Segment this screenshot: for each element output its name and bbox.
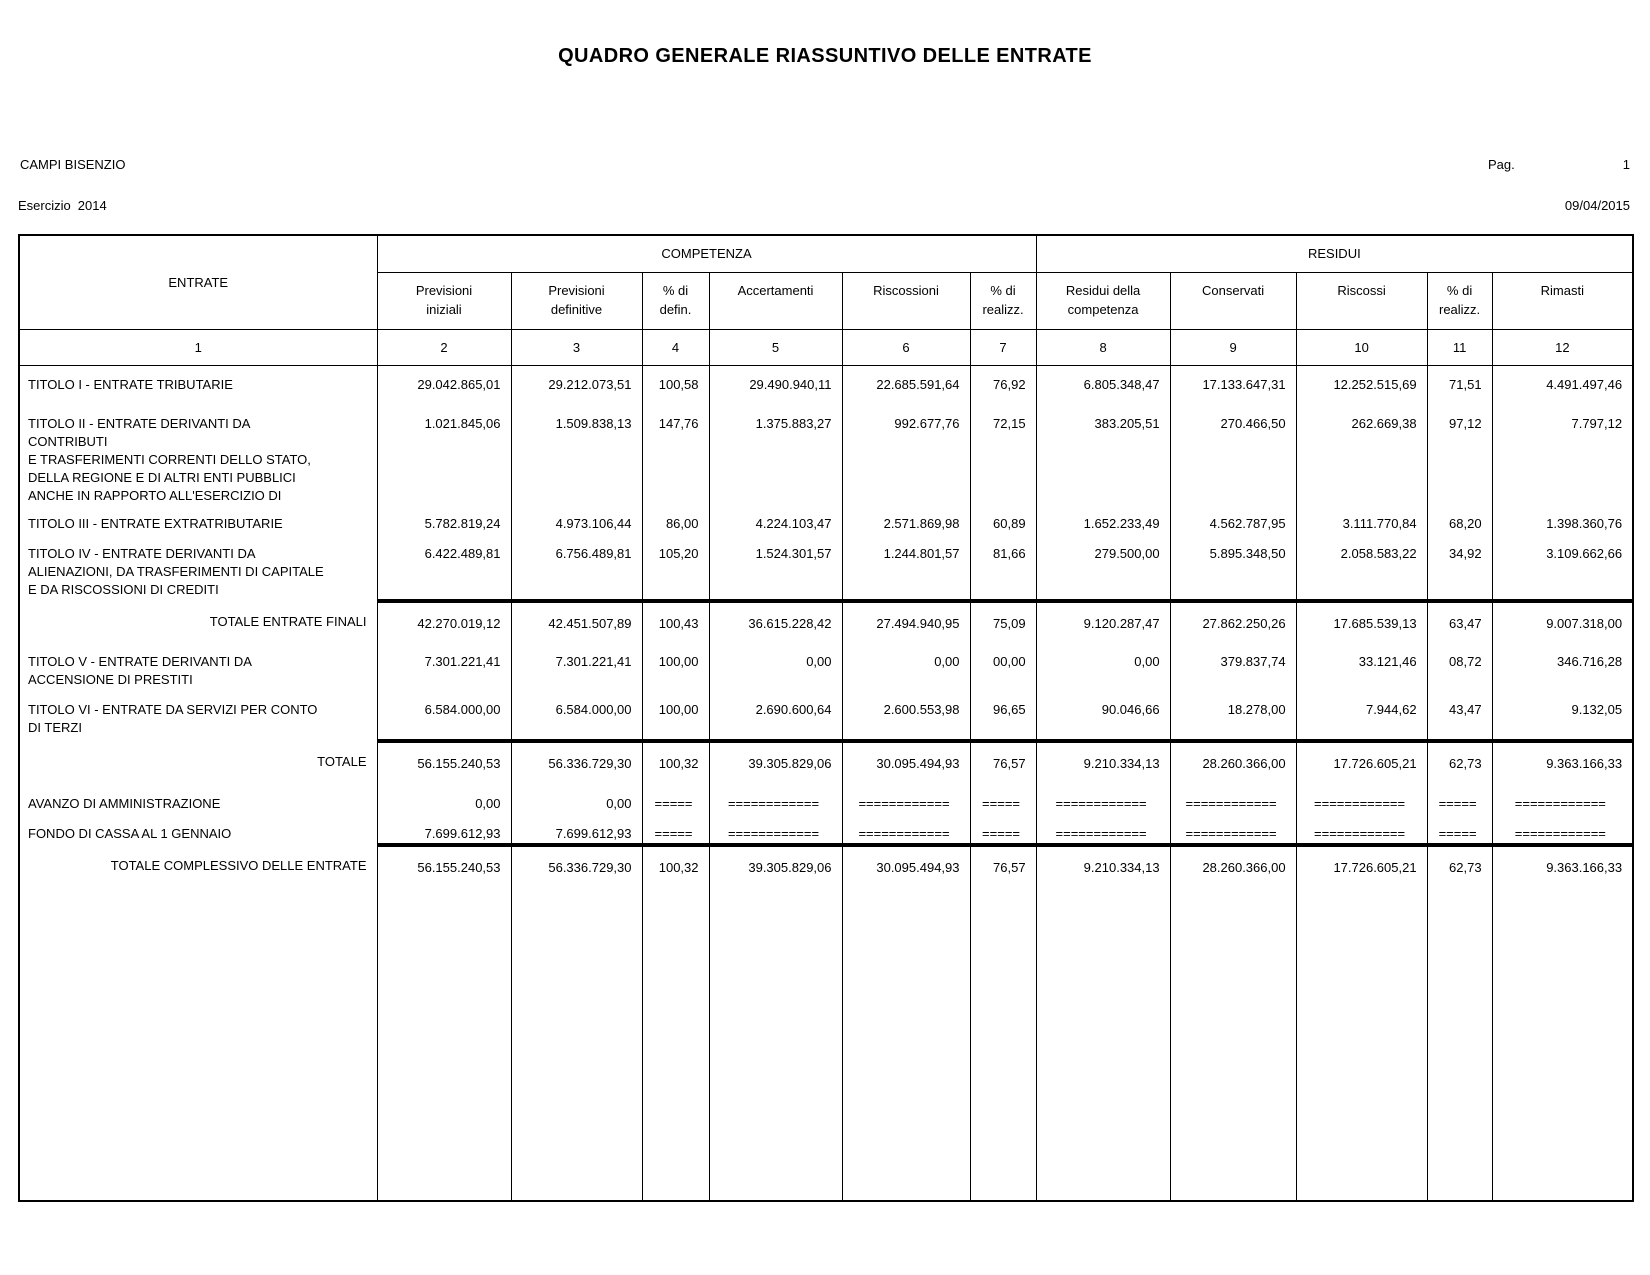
value-cell: 7.699.612,93 — [511, 815, 642, 845]
column-number: 1 — [19, 329, 377, 365]
value-cell: 9.363.166,33 — [1492, 741, 1633, 785]
column-header: Previsioni definitive — [511, 272, 642, 329]
value-cell: 7.944,62 — [1296, 691, 1427, 741]
column-number: 2 — [377, 329, 511, 365]
column-header: Riscossioni — [842, 272, 970, 329]
value-cell: 9.132,05 — [1492, 691, 1633, 741]
value-cell: 76,57 — [970, 741, 1036, 785]
value-cell: 68,20 — [1427, 505, 1492, 535]
table-row — [19, 365, 1633, 405]
column-header: Previsioni iniziali — [377, 272, 511, 329]
value-cell: 0,00 — [842, 643, 970, 691]
column-header: Rimasti — [1492, 272, 1633, 329]
value-cell: 17.726.605,21 — [1296, 845, 1427, 895]
table-row — [19, 845, 1633, 895]
row-label: TOTALE — [19, 741, 377, 785]
column-number: 12 — [1492, 329, 1633, 365]
value-cell: 1.398.360,76 — [1492, 505, 1633, 535]
report-date: 09/04/2015 — [1564, 198, 1630, 213]
group-header-row — [19, 235, 1633, 272]
value-cell: 1.021.845,06 — [377, 405, 511, 505]
table-row — [19, 741, 1633, 785]
value-cell: 29.490.940,11 — [709, 365, 842, 405]
column-number-row — [19, 329, 1633, 365]
value-cell: 28.260.366,00 — [1170, 845, 1296, 895]
value-cell: ===== — [1427, 785, 1492, 815]
table-row — [19, 643, 1633, 691]
value-cell: 76,92 — [970, 365, 1036, 405]
residui-group-header: RESIDUI — [1036, 235, 1633, 272]
value-cell: 29.212.073,51 — [511, 365, 642, 405]
empty-cell — [19, 895, 377, 1201]
column-number: 3 — [511, 329, 642, 365]
column-header: Riscossi — [1296, 272, 1427, 329]
value-cell: 7.301.221,41 — [377, 643, 511, 691]
value-cell: 17.685.539,13 — [1296, 601, 1427, 643]
value-cell: 1.244.801,57 — [842, 535, 970, 601]
table-row — [19, 785, 1633, 815]
table-row — [19, 815, 1633, 845]
value-cell: ============ — [1036, 815, 1170, 845]
value-cell: 12.252.515,69 — [1296, 365, 1427, 405]
row-label: TITOLO VI - ENTRATE DA SERVIZI PER CONTO DI TERZI — [19, 691, 377, 741]
value-cell: 3.111.770,84 — [1296, 505, 1427, 535]
column-header: % di realizz. — [1427, 272, 1492, 329]
competenza-group-header: COMPETENZA — [377, 235, 1036, 272]
value-cell: 18.278,00 — [1170, 691, 1296, 741]
empty-grid-row — [19, 895, 1633, 1201]
value-cell: 5.895.348,50 — [1170, 535, 1296, 601]
column-number: 8 — [1036, 329, 1170, 365]
value-cell: 00,00 — [970, 643, 1036, 691]
table-body — [19, 365, 1633, 1201]
value-cell: 6.584.000,00 — [377, 691, 511, 741]
value-cell: 62,73 — [1427, 741, 1492, 785]
value-cell: 56.336.729,30 — [511, 741, 642, 785]
value-cell: ============ — [1492, 785, 1633, 815]
value-cell: ===== — [642, 815, 709, 845]
value-cell: 9.210.334,13 — [1036, 741, 1170, 785]
value-cell: 63,47 — [1427, 601, 1492, 643]
value-cell: 17.133.647,31 — [1170, 365, 1296, 405]
empty-cell — [1427, 895, 1492, 1201]
table-row — [19, 535, 1633, 601]
value-cell: 7.699.612,93 — [377, 815, 511, 845]
exercise-label: Esercizio — [18, 198, 71, 213]
row-label: TITOLO II - ENTRATE DERIVANTI DA CONTRIBUTI E TRASFERIMENTI CORRENTI DELLO STATO, DELLA REGIONE E DI ALTRI ENTI PUBBLICI ANCHE IN RAPPORTO ALL'ESERCIZIO DI — [19, 405, 377, 505]
page-title: QUADRO GENERALE RIASSUNTIVO DELLE ENTRATE — [558, 45, 1092, 67]
value-cell: 992.677,76 — [842, 405, 970, 505]
value-cell: 100,00 — [642, 643, 709, 691]
value-cell: 270.466,50 — [1170, 405, 1296, 505]
row-label: TOTALE COMPLESSIVO DELLE ENTRATE — [19, 845, 377, 895]
empty-cell — [511, 895, 642, 1201]
value-cell: 71,51 — [1427, 365, 1492, 405]
value-cell: 56.155.240,53 — [377, 741, 511, 785]
value-cell: 60,89 — [970, 505, 1036, 535]
value-cell: 0,00 — [709, 643, 842, 691]
value-cell: 43,47 — [1427, 691, 1492, 741]
value-cell: 6.422.489,81 — [377, 535, 511, 601]
value-cell: 0,00 — [1036, 643, 1170, 691]
value-cell: 7.797,12 — [1492, 405, 1633, 505]
value-cell: 72,15 — [970, 405, 1036, 505]
value-cell: ============ — [1296, 815, 1427, 845]
value-cell: 96,65 — [970, 691, 1036, 741]
value-cell: ============ — [1296, 785, 1427, 815]
empty-cell — [842, 895, 970, 1201]
value-cell: 1.524.301,57 — [709, 535, 842, 601]
table-row — [19, 601, 1633, 643]
value-cell: ============ — [709, 785, 842, 815]
value-cell: 147,76 — [642, 405, 709, 505]
value-cell: ============ — [1170, 815, 1296, 845]
value-cell: 97,12 — [1427, 405, 1492, 505]
value-cell: 1.375.883,27 — [709, 405, 842, 505]
value-cell: 86,00 — [642, 505, 709, 535]
value-cell: 379.837,74 — [1170, 643, 1296, 691]
column-number: 6 — [842, 329, 970, 365]
column-header: Residui della competenza — [1036, 272, 1170, 329]
value-cell: 4.224.103,47 — [709, 505, 842, 535]
value-cell: 90.046,66 — [1036, 691, 1170, 741]
value-cell: 105,20 — [642, 535, 709, 601]
value-cell: ===== — [970, 815, 1036, 845]
value-cell: 279.500,00 — [1036, 535, 1170, 601]
value-cell: 39.305.829,06 — [709, 741, 842, 785]
value-cell: 2.600.553,98 — [842, 691, 970, 741]
value-cell: ============ — [842, 815, 970, 845]
value-cell: 30.095.494,93 — [842, 845, 970, 895]
value-cell: 34,92 — [1427, 535, 1492, 601]
value-cell: ============ — [1170, 785, 1296, 815]
value-cell: 56.336.729,30 — [511, 845, 642, 895]
column-number: 9 — [1170, 329, 1296, 365]
value-cell: ============ — [842, 785, 970, 815]
value-cell: 75,09 — [970, 601, 1036, 643]
value-cell: 9.007.318,00 — [1492, 601, 1633, 643]
row-label: TITOLO IV - ENTRATE DERIVANTI DA ALIENAZIONI, DA TRASFERIMENTI DI CAPITALE E DA RISCOSSIONI DI CREDITI — [19, 535, 377, 601]
row-label: FONDO DI CASSA AL 1 GENNAIO — [19, 815, 377, 845]
column-number: 10 — [1296, 329, 1427, 365]
value-cell: 2.571.869,98 — [842, 505, 970, 535]
empty-cell — [709, 895, 842, 1201]
value-cell: 100,32 — [642, 741, 709, 785]
value-cell: 39.305.829,06 — [709, 845, 842, 895]
value-cell: 30.095.494,93 — [842, 741, 970, 785]
value-cell: 6.756.489,81 — [511, 535, 642, 601]
value-cell: 7.301.221,41 — [511, 643, 642, 691]
value-cell: 2.690.600,64 — [709, 691, 842, 741]
value-cell: 9.120.287,47 — [1036, 601, 1170, 643]
value-cell: 81,66 — [970, 535, 1036, 601]
value-cell: 62,73 — [1427, 845, 1492, 895]
value-cell: 27.494.940,95 — [842, 601, 970, 643]
value-cell: 08,72 — [1427, 643, 1492, 691]
value-cell: 3.109.662,66 — [1492, 535, 1633, 601]
value-cell: 42.451.507,89 — [511, 601, 642, 643]
value-cell: 36.615.228,42 — [709, 601, 842, 643]
row-label: TOTALE ENTRATE FINALI — [19, 601, 377, 643]
exercise-year: 2014 — [77, 198, 107, 213]
value-cell: ============ — [709, 815, 842, 845]
value-cell: 0,00 — [377, 785, 511, 815]
value-cell: ===== — [1427, 815, 1492, 845]
row-label: TITOLO I - ENTRATE TRIBUTARIE — [19, 365, 377, 405]
entity-name: CAMPI BISENZIO — [20, 157, 126, 172]
column-header: Conservati — [1170, 272, 1296, 329]
value-cell: 4.491.497,46 — [1492, 365, 1633, 405]
value-cell: ===== — [642, 785, 709, 815]
empty-cell — [1036, 895, 1170, 1201]
column-number: 5 — [709, 329, 842, 365]
column-header: % di defin. — [642, 272, 709, 329]
empty-cell — [1296, 895, 1427, 1201]
value-cell: 9.210.334,13 — [1036, 845, 1170, 895]
value-cell: 17.726.605,21 — [1296, 741, 1427, 785]
value-cell: 9.363.166,33 — [1492, 845, 1633, 895]
value-cell: 76,57 — [970, 845, 1036, 895]
value-cell: 262.669,38 — [1296, 405, 1427, 505]
value-cell: 100,43 — [642, 601, 709, 643]
page-label: Pag. — [1488, 157, 1515, 172]
value-cell: 346.716,28 — [1492, 643, 1633, 691]
row-label: TITOLO V - ENTRATE DERIVANTI DA ACCENSIONE DI PRESTITI — [19, 643, 377, 691]
column-number: 11 — [1427, 329, 1492, 365]
empty-cell — [377, 895, 511, 1201]
value-cell: 1.509.838,13 — [511, 405, 642, 505]
column-number: 7 — [970, 329, 1036, 365]
page-number: 1 — [1622, 157, 1630, 172]
value-cell: 4.562.787,95 — [1170, 505, 1296, 535]
value-cell: 1.652.233,49 — [1036, 505, 1170, 535]
entrate-column-header: ENTRATE — [19, 235, 377, 329]
value-cell: 2.058.583,22 — [1296, 535, 1427, 601]
row-label: TITOLO III - ENTRATE EXTRATRIBUTARIE — [19, 505, 377, 535]
value-cell: 27.862.250,26 — [1170, 601, 1296, 643]
table-row — [19, 405, 1633, 505]
value-cell: ===== — [970, 785, 1036, 815]
column-number: 4 — [642, 329, 709, 365]
value-cell: 42.270.019,12 — [377, 601, 511, 643]
value-cell: 33.121,46 — [1296, 643, 1427, 691]
value-cell: 100,00 — [642, 691, 709, 741]
empty-cell — [1170, 895, 1296, 1201]
value-cell: 100,58 — [642, 365, 709, 405]
column-header: % di realizz. — [970, 272, 1036, 329]
value-cell: 5.782.819,24 — [377, 505, 511, 535]
table-row — [19, 505, 1633, 535]
row-label: AVANZO DI AMMINISTRAZIONE — [19, 785, 377, 815]
exercise-line — [18, 198, 107, 213]
empty-cell — [642, 895, 709, 1201]
entrate-summary-table — [18, 234, 1634, 1202]
value-cell: 56.155.240,53 — [377, 845, 511, 895]
value-cell: 29.042.865,01 — [377, 365, 511, 405]
value-cell: 383.205,51 — [1036, 405, 1170, 505]
empty-cell — [1492, 895, 1633, 1201]
value-cell: 100,32 — [642, 845, 709, 895]
empty-cell — [970, 895, 1036, 1201]
value-cell: 0,00 — [511, 785, 642, 815]
column-header: Accertamenti — [709, 272, 842, 329]
value-cell: ============ — [1492, 815, 1633, 845]
value-cell: 6.584.000,00 — [511, 691, 642, 741]
value-cell: 28.260.366,00 — [1170, 741, 1296, 785]
value-cell: 4.973.106,44 — [511, 505, 642, 535]
value-cell: 22.685.591,64 — [842, 365, 970, 405]
value-cell: 6.805.348,47 — [1036, 365, 1170, 405]
value-cell: ============ — [1036, 785, 1170, 815]
table-row — [19, 691, 1633, 741]
